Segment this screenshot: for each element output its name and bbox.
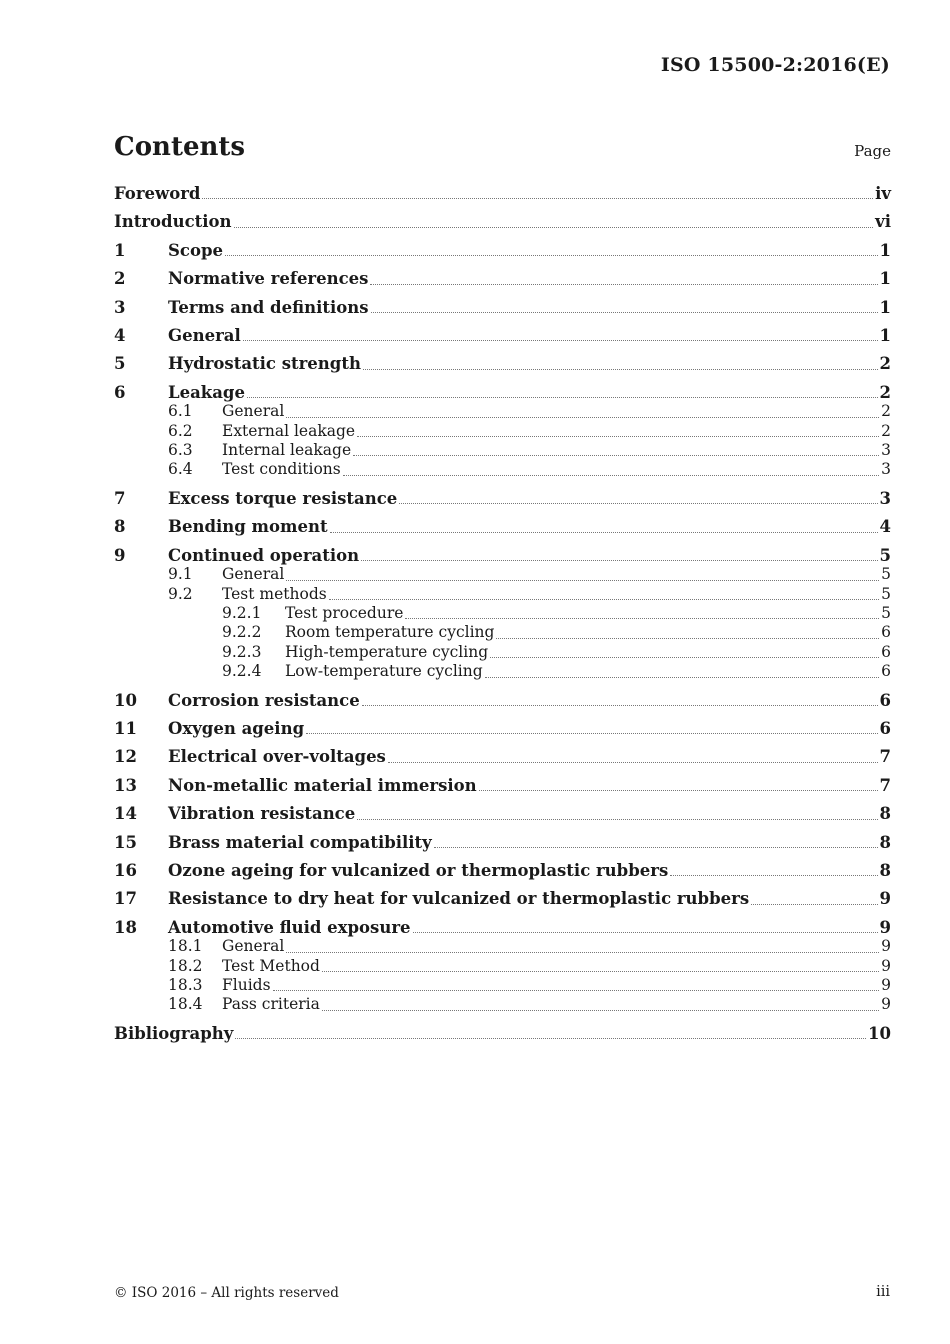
toc-entry-title: General — [222, 402, 285, 421]
toc-entry-page: 1 — [879, 269, 891, 289]
toc-entry-page: 8 — [879, 832, 891, 852]
dot-leader — [235, 1037, 866, 1039]
dot-leader — [413, 931, 878, 933]
toc-entry[interactable] — [114, 747, 891, 766]
dot-leader — [243, 339, 878, 341]
toc-entry-title: Corrosion resistance — [168, 690, 360, 710]
toc-entry-number: 8 — [114, 517, 126, 537]
dot-leader — [370, 283, 877, 285]
dot-leader — [496, 637, 879, 639]
toc-entry-number: 16 — [114, 860, 137, 880]
toc-entry-number: 6.3 — [168, 441, 193, 460]
toc-entry-number: 18.1 — [168, 937, 203, 956]
toc-entry-page: 7 — [879, 747, 891, 767]
toc-entry-title: Scope — [168, 240, 224, 260]
toc-entry-title: Automotive fluid exposure — [168, 917, 411, 937]
toc-entry-title: Fluids — [222, 976, 271, 994]
dot-leader — [490, 656, 879, 658]
toc-entry-title: General — [222, 565, 285, 584]
toc-entry-number: 9.2.2 — [222, 623, 262, 642]
toc-entry-page: 3 — [881, 441, 891, 460]
toc-entry[interactable] — [114, 402, 891, 421]
toc-entry-page: 3 — [881, 460, 891, 479]
toc-entry-title: Test conditions — [222, 460, 341, 479]
toc-entry[interactable] — [114, 383, 891, 402]
toc-entry[interactable] — [114, 918, 891, 937]
toc-entry[interactable] — [114, 489, 891, 508]
toc-entry-page: 9 — [881, 995, 891, 1014]
toc-entry-title: Terms and definitions — [168, 297, 369, 317]
dot-leader — [234, 226, 874, 228]
toc-entry-page: 2 — [879, 382, 891, 402]
toc-entry[interactable] — [114, 441, 891, 460]
dot-leader — [247, 396, 878, 398]
toc-entry-page: 5 — [881, 603, 891, 622]
toc-entry-page: 5 — [881, 565, 891, 584]
toc-entry-title: Bending moment — [168, 517, 328, 537]
toc-entry-page: 1 — [879, 240, 891, 260]
toc-entry[interactable] — [114, 326, 891, 345]
dot-leader — [670, 874, 877, 876]
toc-entry[interactable] — [114, 422, 891, 441]
toc-entry-title: Foreword — [114, 184, 201, 203]
dot-leader — [362, 704, 878, 706]
toc-entry-number: 6 — [114, 382, 126, 402]
toc-entry-title: Internal leakage — [222, 441, 352, 460]
toc-entry-number: 6.1 — [168, 402, 193, 421]
toc-entry-title: Test methods — [222, 584, 327, 603]
toc-entry[interactable] — [114, 212, 891, 231]
toc-entry-title: Vibration resistance — [168, 804, 356, 824]
toc-entry-page: vi — [875, 212, 891, 232]
toc-entry-title: General — [168, 326, 241, 346]
toc-entry[interactable] — [114, 719, 891, 738]
toc-entry[interactable] — [114, 1024, 891, 1043]
dot-leader — [306, 732, 877, 734]
copyright-notice: © ISO 2016 – All rights reserved — [114, 1285, 339, 1301]
toc-entry-page: 9 — [881, 976, 891, 994]
toc-entry-page: 6 — [881, 642, 891, 661]
contents-heading — [114, 132, 891, 168]
toc-entry-page: 9 — [879, 917, 891, 937]
toc-entry-number: 18.2 — [168, 956, 203, 975]
toc-entry[interactable] — [114, 585, 891, 604]
toc-entry-number: 5 — [114, 354, 126, 374]
toc-entry[interactable] — [114, 804, 891, 823]
dot-leader — [322, 970, 879, 972]
toc-entry-number: 17 — [114, 889, 137, 909]
toc-entry-title: Electrical over-voltages — [168, 747, 386, 767]
toc-entry-page: 9 — [881, 956, 891, 975]
toc-entry-page: 2 — [881, 402, 891, 421]
toc-entry[interactable] — [114, 833, 891, 852]
toc-entry[interactable] — [114, 861, 891, 880]
toc-entry[interactable] — [114, 643, 891, 662]
dot-leader — [479, 789, 878, 791]
toc-entry-title: Pass criteria — [222, 995, 320, 1014]
toc-entry[interactable] — [114, 623, 891, 642]
dot-leader — [353, 454, 879, 456]
toc-entry[interactable] — [114, 460, 891, 479]
toc-entry-number: 9.2 — [168, 584, 193, 603]
dot-leader — [322, 1009, 879, 1011]
toc-entry-title: Non-metallic material immersion — [168, 775, 477, 795]
toc-entry-number: 12 — [114, 747, 137, 767]
dot-leader — [751, 903, 877, 905]
toc-entry-title: External leakage — [222, 421, 356, 440]
toc-entry[interactable] — [114, 517, 891, 536]
toc-entry[interactable] — [114, 298, 891, 317]
toc-entry-title: Oxygen ageing — [168, 718, 305, 738]
toc-entry-title: Ozone ageing for vulcanized or thermoplastic rubbers — [168, 860, 669, 880]
dot-leader — [357, 818, 877, 820]
toc-entry-page: 6 — [879, 690, 891, 710]
dot-leader — [202, 197, 873, 199]
toc-entry-title: Leakage — [168, 382, 245, 402]
toc-entry-page: iv — [875, 184, 891, 203]
toc-entry-page: 6 — [881, 623, 891, 642]
toc-entry-number: 3 — [114, 297, 126, 317]
dot-leader — [371, 311, 878, 313]
toc-entry[interactable] — [114, 691, 891, 710]
dot-leader — [343, 474, 879, 476]
toc-entry-page: 1 — [879, 297, 891, 317]
toc-entry-title: Test Method — [222, 956, 320, 975]
toc-entry[interactable] — [114, 604, 891, 623]
toc-entry-title: Hydrostatic strength — [168, 354, 361, 374]
toc-entry[interactable] — [114, 354, 891, 373]
toc-entry-number: 15 — [114, 832, 137, 852]
toc-entry-page: 2 — [881, 421, 891, 440]
toc-entry[interactable] — [114, 976, 891, 995]
dot-leader — [286, 416, 879, 418]
toc-entry-number: 18.4 — [168, 995, 203, 1014]
page-column-label: Page — [854, 142, 891, 160]
toc-entry-number: 2 — [114, 269, 126, 289]
toc-entry[interactable] — [114, 184, 891, 203]
document-id: ISO 15500-2:2016(E) — [660, 54, 890, 76]
toc-entry-number: 11 — [114, 718, 137, 738]
toc-entry-page: 7 — [879, 775, 891, 795]
toc-entry-number: 9.2.4 — [222, 662, 262, 681]
toc-entry-title: High-temperature cycling — [285, 642, 489, 661]
toc-entry-page: 2 — [879, 354, 891, 374]
toc-entry-title: Excess torque resistance — [168, 488, 398, 508]
dot-leader — [434, 846, 878, 848]
dot-leader — [485, 676, 879, 678]
toc-entry-number: 9 — [114, 545, 126, 565]
toc-entry-title: Continued operation — [168, 545, 360, 565]
toc-entry-page: 6 — [879, 718, 891, 738]
toc-entry[interactable] — [114, 776, 891, 795]
toc-entry-number: 9.2.1 — [222, 603, 262, 622]
toc-entry-number: 18 — [114, 917, 137, 937]
toc-entry-page: 10 — [868, 1023, 891, 1043]
toc-entry-number: 14 — [114, 804, 137, 824]
toc-entry-title: Introduction — [114, 212, 232, 232]
toc-entry[interactable] — [114, 889, 891, 908]
toc-entry-title: Brass material compatibility — [168, 832, 432, 852]
toc-entry-title: General — [222, 937, 285, 956]
toc-entry-page: 6 — [881, 662, 891, 681]
toc-entry-title: Resistance to dry heat for vulcanized or thermoplastic rubbers — [168, 889, 750, 909]
toc-entry-title: Normative references — [168, 269, 369, 289]
toc-entry[interactable] — [114, 546, 891, 565]
toc-entry[interactable] — [114, 269, 891, 288]
toc-entry-page: 8 — [879, 804, 891, 824]
toc-entry-page: 5 — [881, 584, 891, 603]
toc-entry-page: 9 — [881, 937, 891, 956]
toc-entry-number: 6.2 — [168, 421, 193, 440]
dot-leader — [363, 368, 878, 370]
toc-entry-number: 4 — [114, 326, 126, 346]
toc-entry-page: 9 — [879, 889, 891, 909]
table-of-contents — [114, 184, 891, 1043]
dot-leader — [286, 579, 879, 581]
dot-leader — [405, 617, 879, 619]
toc-entry-title: Low-temperature cycling — [285, 662, 483, 681]
toc-entry-number: 18.3 — [168, 976, 203, 994]
toc-entry-page: 4 — [879, 517, 891, 537]
toc-entry-page: 1 — [879, 326, 891, 346]
dot-leader — [399, 502, 877, 504]
toc-entry-number: 10 — [114, 690, 137, 710]
page-number: iii — [876, 1284, 890, 1300]
toc-entry-page: 3 — [879, 488, 891, 508]
toc-entry[interactable] — [114, 662, 891, 681]
dot-leader — [273, 989, 880, 991]
dot-leader — [361, 559, 877, 561]
dot-leader — [329, 598, 879, 600]
toc-entry-title: Bibliography — [114, 1023, 234, 1043]
toc-entry-number: 6.4 — [168, 460, 193, 479]
toc-entry-number: 9.1 — [168, 565, 193, 584]
toc-entry[interactable] — [114, 995, 891, 1014]
toc-entry-page: 5 — [879, 545, 891, 565]
toc-entry-page: 8 — [879, 860, 891, 880]
toc-entry[interactable] — [114, 937, 891, 956]
toc-entry-number: 7 — [114, 488, 126, 508]
toc-entry[interactable] — [114, 565, 891, 584]
toc-entry-number: 13 — [114, 775, 137, 795]
dot-leader — [388, 761, 878, 763]
toc-entry-number: 1 — [114, 240, 126, 260]
toc-entry[interactable] — [114, 957, 891, 976]
dot-leader — [357, 435, 879, 437]
dot-leader — [286, 951, 879, 953]
toc-entry[interactable] — [114, 241, 891, 260]
toc-entry-title: Test procedure — [285, 603, 404, 622]
dot-leader — [330, 531, 878, 533]
toc-entry-title: Room temperature cycling — [285, 623, 495, 642]
contents-title: Contents — [114, 132, 246, 162]
dot-leader — [225, 254, 878, 256]
toc-entry-number: 9.2.3 — [222, 642, 262, 661]
